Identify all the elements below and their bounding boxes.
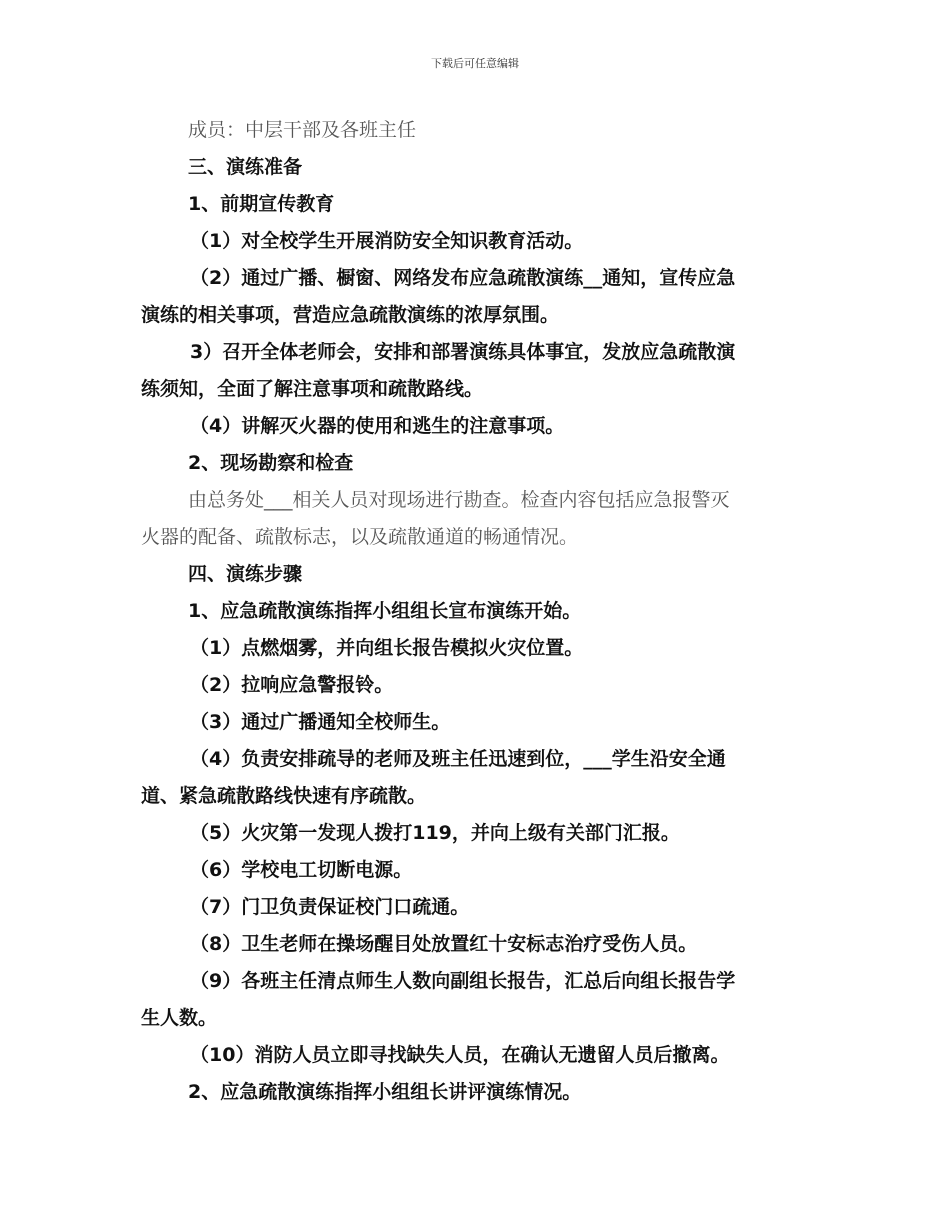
members-line: 成员：中层干部及各班主任 (188, 119, 417, 141)
step-line: （2）拉响应急警报铃。 (190, 674, 394, 696)
paragraph-line: 练须知，全面了解注意事项和疏散路线。 (141, 378, 484, 400)
paragraph-line: 3）召开全体老师会，安排和部署演练具体事宜，发放应急疏散演 (190, 341, 736, 363)
step-line: （7）门卫负责保证校门口疏通。 (190, 896, 470, 918)
paragraph-line: （4）讲解灭火器的使用和逃生的注意事项。 (190, 415, 565, 437)
step-line: （10）消防人员立即寻找缺失人员，在确认无遗留人员后撤离。 (190, 1044, 730, 1066)
step-line: （9）各班主任清点师生人数向副组长报告，汇总后向组长报告学 (190, 970, 736, 992)
step-line: （1）点燃烟雾，并向组长报告模拟火灾位置。 (190, 637, 584, 659)
step-line: 1、应急疏散演练指挥小组组长宣布演练开始。 (188, 600, 582, 622)
step-line: 道、紧急疏散路线快速有序疏散。 (141, 785, 427, 807)
page-header: 下载后可任意编辑 (431, 57, 519, 70)
step-line: （3）通过广播通知全校师生。 (190, 711, 451, 733)
paragraph-line: （2）通过广播、橱窗、网络发布应急疏散演练__通知，宣传应急 (190, 267, 736, 289)
paragraph-line: 火器的配备、疏散标志，以及疏散通道的畅通情况。 (141, 526, 579, 548)
step-line: （4）负责安排疏导的老师及班主任迅速到位，___学生沿安全通 (190, 748, 726, 770)
step-line: （5）火灾第一发现人拨打119，并向上级有关部门汇报。 (190, 822, 680, 844)
paragraph-line: （1）对全校学生开展消防安全知识教育活动。 (190, 230, 584, 252)
subsection-heading-2: 2、现场勘察和检查 (188, 452, 354, 474)
paragraph-line: 演练的相关事项，营造应急疏散演练的浓厚氛围。 (141, 304, 560, 326)
step-line: 2、应急疏散演练指挥小组组长讲评演练情况。 (188, 1081, 582, 1103)
section-heading-3: 三、演练准备 (188, 156, 303, 178)
paragraph-line: 由总务处___相关人员对现场进行勘查。检查内容包括应急报警灭 (188, 489, 730, 511)
subsection-heading-1: 1、前期宣传教育 (188, 193, 335, 215)
step-line: 生人数。 (141, 1007, 218, 1029)
step-line: （8）卫生老师在操场醒目处放置红十安标志治疗受伤人员。 (190, 933, 698, 955)
section-heading-4: 四、演练步骤 (188, 563, 303, 585)
step-line: （6）学校电工切断电源。 (190, 859, 413, 881)
